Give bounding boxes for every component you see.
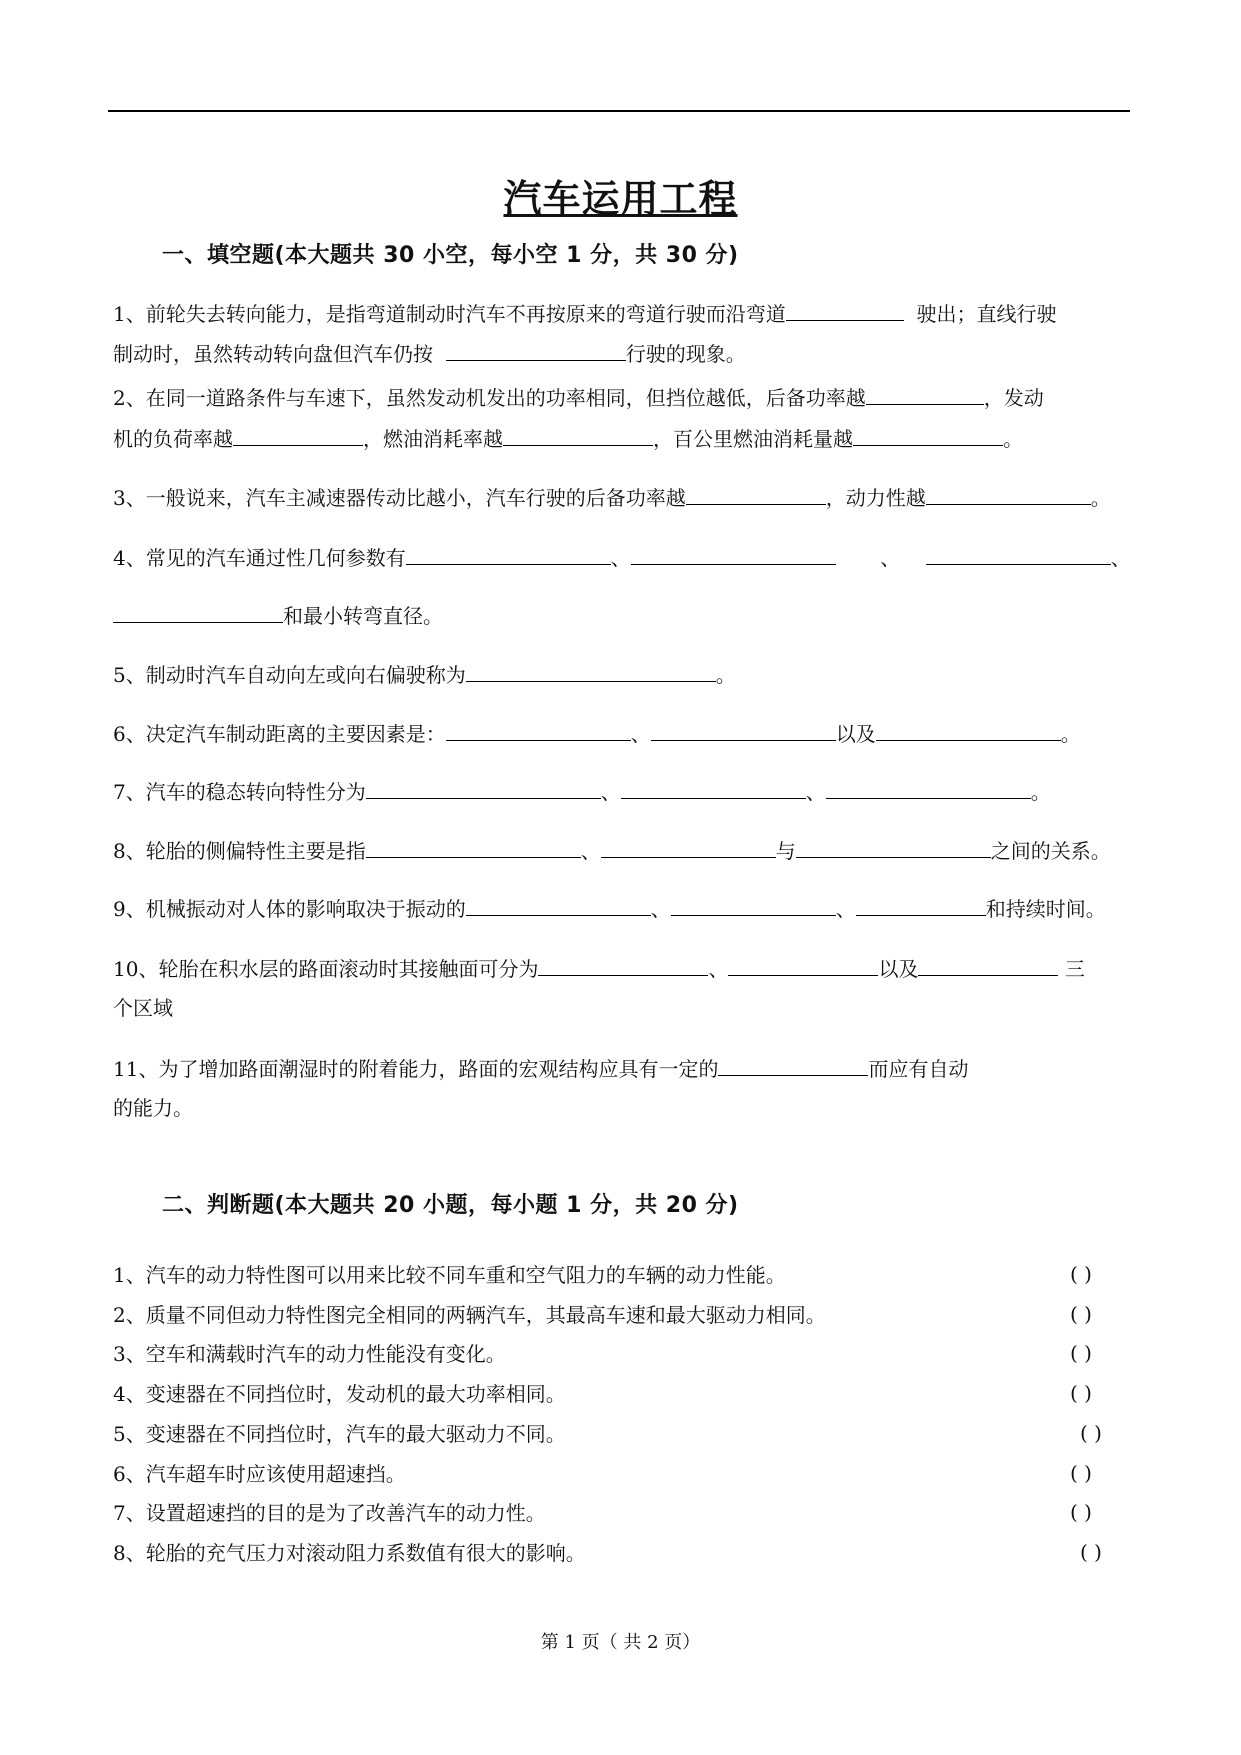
judge-item: [113, 1262, 1143, 1288]
answer-paren[interactable]: ( ): [1070, 1381, 1092, 1405]
question-text: 2、在同一道路条件与车速下，虽然发动机发出的功率相同，但挡位越低，后备功率越: [113, 386, 866, 410]
question-text: 、: [805, 780, 826, 804]
judge-item: [113, 1381, 1143, 1407]
question-1-line-2: [113, 340, 746, 367]
question-text: 个区域: [113, 996, 173, 1020]
question-11-line-2: [113, 1095, 193, 1121]
header-rule: [108, 110, 1130, 112]
judge-text: 6、汽车超车时应该使用超速挡。: [113, 1462, 406, 1486]
question-text: 。: [715, 663, 736, 687]
question-text: 、: [1110, 546, 1131, 570]
answer-blank[interactable]: [926, 544, 1111, 565]
answer-paren[interactable]: ( ): [1070, 1461, 1092, 1485]
question-text: 6、决定汽车制动距离的主要因素是：: [113, 722, 446, 746]
question-text: 11、为了增加路面潮湿时的附着能力，路面的宏观结构应具有一定的: [113, 1057, 719, 1081]
judge-item: [113, 1341, 1143, 1367]
answer-blank[interactable]: [876, 720, 1061, 741]
answer-blank[interactable]: [918, 955, 1058, 976]
judge-item: [113, 1461, 1143, 1487]
page-footer: 第 1 页（ 共 2 页）: [540, 1632, 701, 1653]
question-text: 5、制动时汽车自动向左或向右偏驶称为: [113, 663, 466, 687]
answer-blank[interactable]: [621, 778, 806, 799]
answer-blank[interactable]: [671, 895, 836, 916]
page-title: 汽车运用工程: [503, 177, 738, 221]
answer-blank[interactable]: [686, 484, 826, 505]
question-text: 。: [1060, 722, 1081, 746]
judge-text: 5、变速器在不同挡位时，汽车的最大驱动力不同。: [113, 1422, 566, 1446]
answer-blank[interactable]: [446, 720, 631, 741]
answer-blank[interactable]: [866, 384, 984, 405]
judge-text: 3、空车和满载时汽车的动力性能没有变化。: [113, 1342, 506, 1366]
answer-blank[interactable]: [651, 720, 836, 741]
answer-blank[interactable]: [503, 425, 653, 446]
answer-paren[interactable]: ( ): [1080, 1540, 1102, 1564]
answer-paren[interactable]: ( ): [1080, 1421, 1102, 1445]
judge-text: 1、汽车的动力特性图可以用来比较不同车重和空气阻力的车辆的动力性能。: [113, 1263, 786, 1287]
question-text: 行驶的现象。: [625, 342, 746, 366]
answer-blank[interactable]: [466, 895, 651, 916]
question-text: 10、轮胎在积水层的路面滚动时其接触面可分为: [113, 957, 539, 981]
question-text: 驶出；直线行驶: [916, 302, 1057, 326]
question-text: 与: [775, 839, 796, 863]
judge-item: [113, 1540, 1143, 1566]
judge-text: 7、设置超速挡的目的是为了改善汽车的动力性。: [113, 1501, 546, 1525]
question-text: 而应有自动: [868, 1057, 969, 1081]
section-2-heading: 二、判断题(本大题共 20 小题，每小题 1 分，共 20 分): [162, 1193, 739, 1218]
answer-blank[interactable]: [466, 661, 716, 682]
judge-text: 4、变速器在不同挡位时，发动机的最大功率相同。: [113, 1382, 566, 1406]
answer-paren[interactable]: ( ): [1070, 1302, 1092, 1326]
judge-item: [113, 1302, 1143, 1328]
judge-item: [113, 1500, 1143, 1526]
answer-blank[interactable]: [113, 602, 283, 623]
question-text: 3、一般说来，汽车主减速器传动比越小，汽车行驶的后备功率越: [113, 486, 686, 510]
answer-blank[interactable]: [718, 1055, 868, 1076]
question-text: 以及: [835, 722, 876, 746]
question-text: 、: [708, 957, 729, 981]
answer-blank[interactable]: [796, 837, 991, 858]
question-8: [113, 837, 1111, 864]
answer-paren[interactable]: ( ): [1070, 1500, 1092, 1524]
question-6: [113, 720, 1081, 747]
judge-text: 2、质量不同但动力特性图完全相同的两辆汽车，其最高车速和最大驱动力相同。: [113, 1303, 826, 1327]
answer-blank[interactable]: [446, 340, 626, 361]
question-1-line-1: [113, 300, 1056, 327]
question-text: 、: [835, 897, 856, 921]
question-text: 、: [600, 780, 621, 804]
question-text: 和持续时间。: [985, 897, 1106, 921]
answer-blank[interactable]: [366, 837, 581, 858]
question-text: 4、常见的汽车通过性几何参数有: [113, 546, 406, 570]
question-text: 和最小转弯直径。: [283, 604, 443, 628]
question-text: 。: [1030, 780, 1051, 804]
answer-blank[interactable]: [856, 895, 986, 916]
question-text: 、: [610, 546, 631, 570]
question-5: [113, 661, 736, 688]
question-text: 8、轮胎的侧偏特性主要是指: [113, 839, 366, 863]
answer-blank[interactable]: [366, 778, 601, 799]
answer-paren[interactable]: ( ): [1070, 1341, 1092, 1365]
question-text: 制动时，虽然转动转向盘但汽车仍按: [113, 342, 433, 366]
answer-blank[interactable]: [631, 544, 836, 565]
answer-blank[interactable]: [601, 837, 776, 858]
question-4-line-2: [113, 602, 443, 629]
question-text: ，发动: [983, 386, 1044, 410]
question-2-line-2: [113, 425, 1023, 452]
question-text: 、: [580, 839, 601, 863]
question-text: ，燃油消耗率越: [363, 427, 503, 451]
judge-item: [113, 1421, 1143, 1447]
answer-blank[interactable]: [786, 300, 904, 321]
question-text: 、: [650, 897, 671, 921]
question-3: [113, 484, 1111, 511]
question-text: 以及: [878, 957, 919, 981]
question-text: 、: [880, 546, 901, 570]
answer-blank[interactable]: [728, 955, 878, 976]
answer-blank[interactable]: [233, 425, 363, 446]
answer-blank[interactable]: [853, 425, 1003, 446]
question-text: ，百公里燃油消耗量越: [653, 427, 853, 451]
question-text: 之间的关系。: [990, 839, 1111, 863]
answer-blank[interactable]: [538, 955, 708, 976]
question-text: ，动力性越: [825, 486, 926, 510]
question-9: [113, 895, 1106, 922]
question-7: [113, 778, 1051, 805]
question-11-line-1: [113, 1055, 968, 1082]
question-4-line-1: [113, 544, 1131, 571]
answer-paren[interactable]: ( ): [1070, 1262, 1092, 1286]
question-text: 9、机械振动对人体的影响取决于振动的: [113, 897, 466, 921]
question-text: 、: [630, 722, 651, 746]
section-1-heading: 一、填空题(本大题共 30 小空，每小空 1 分，共 30 分): [162, 243, 739, 268]
question-10-line-1: [113, 955, 1085, 982]
answer-blank[interactable]: [826, 778, 1031, 799]
answer-blank[interactable]: [926, 484, 1091, 505]
question-text: 1、前轮失去转向能力，是指弯道制动时汽车不再按原来的弯道行驶而沿弯道: [113, 302, 786, 326]
question-text: 7、汽车的稳态转向特性分为: [113, 780, 366, 804]
question-text: 三: [1064, 957, 1085, 981]
question-text: 机的负荷率越: [113, 427, 233, 451]
answer-blank[interactable]: [406, 544, 611, 565]
judge-text: 8、轮胎的充气压力对滚动阻力系数值有很大的影响。: [113, 1541, 586, 1565]
question-text: 。: [1003, 427, 1023, 451]
question-text: 的能力。: [113, 1096, 193, 1120]
question-text: 。: [1090, 486, 1111, 510]
question-10-line-2: [113, 995, 173, 1021]
question-2-line-1: [113, 384, 1044, 411]
